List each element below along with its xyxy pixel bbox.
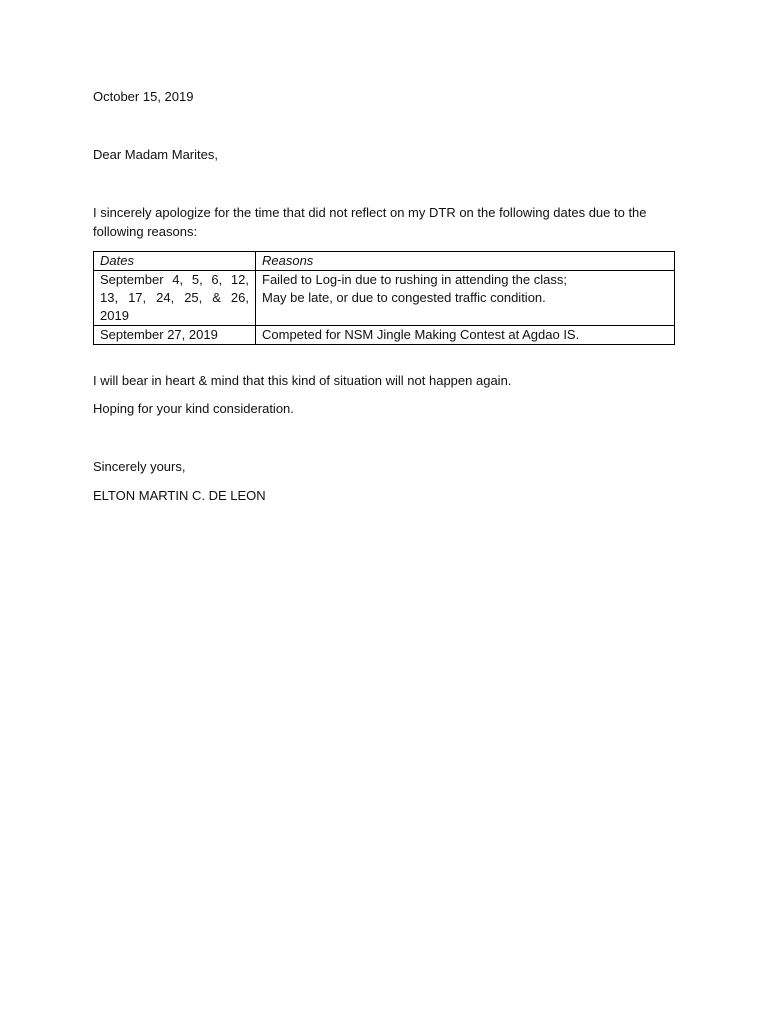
consideration-paragraph: Hoping for your kind consideration. (93, 401, 294, 416)
row-reasons (256, 326, 675, 345)
reason-text: May be late, or due to congested traffic condition. (262, 290, 546, 305)
signature-name: ELTON MARTIN C. DE LEON (93, 488, 266, 503)
table-header-row (94, 252, 675, 271)
header-reasons: Reasons (256, 252, 675, 271)
reason-text: Competed for NSM Jingle Making Contest at Agdao IS. (262, 327, 580, 342)
table-row (94, 271, 675, 326)
row-dates: September 4, 5, 6, 12, 13, 17, 24, 25, & 26, 2019 (94, 271, 256, 326)
closing: Sincerely yours, (93, 459, 186, 474)
row-dates: September 27, 2019 (94, 326, 256, 345)
intro-paragraph: I sincerely apologize for the time that did not reflect on my DTR on the following dates due to the following reasons: (93, 205, 647, 239)
commitment-paragraph: I will bear in heart & mind that this kind of situation will not happen again. (93, 373, 512, 388)
letter-date: October 15, 2019 (93, 89, 194, 104)
header-dates: Dates (94, 252, 256, 271)
reason-text: Failed to Log-in due to rushing in attending the class; (262, 272, 567, 287)
table-row (94, 326, 675, 345)
row-reasons (256, 271, 675, 326)
reasons-table (93, 251, 675, 345)
salutation: Dear Madam Marites, (93, 147, 218, 162)
